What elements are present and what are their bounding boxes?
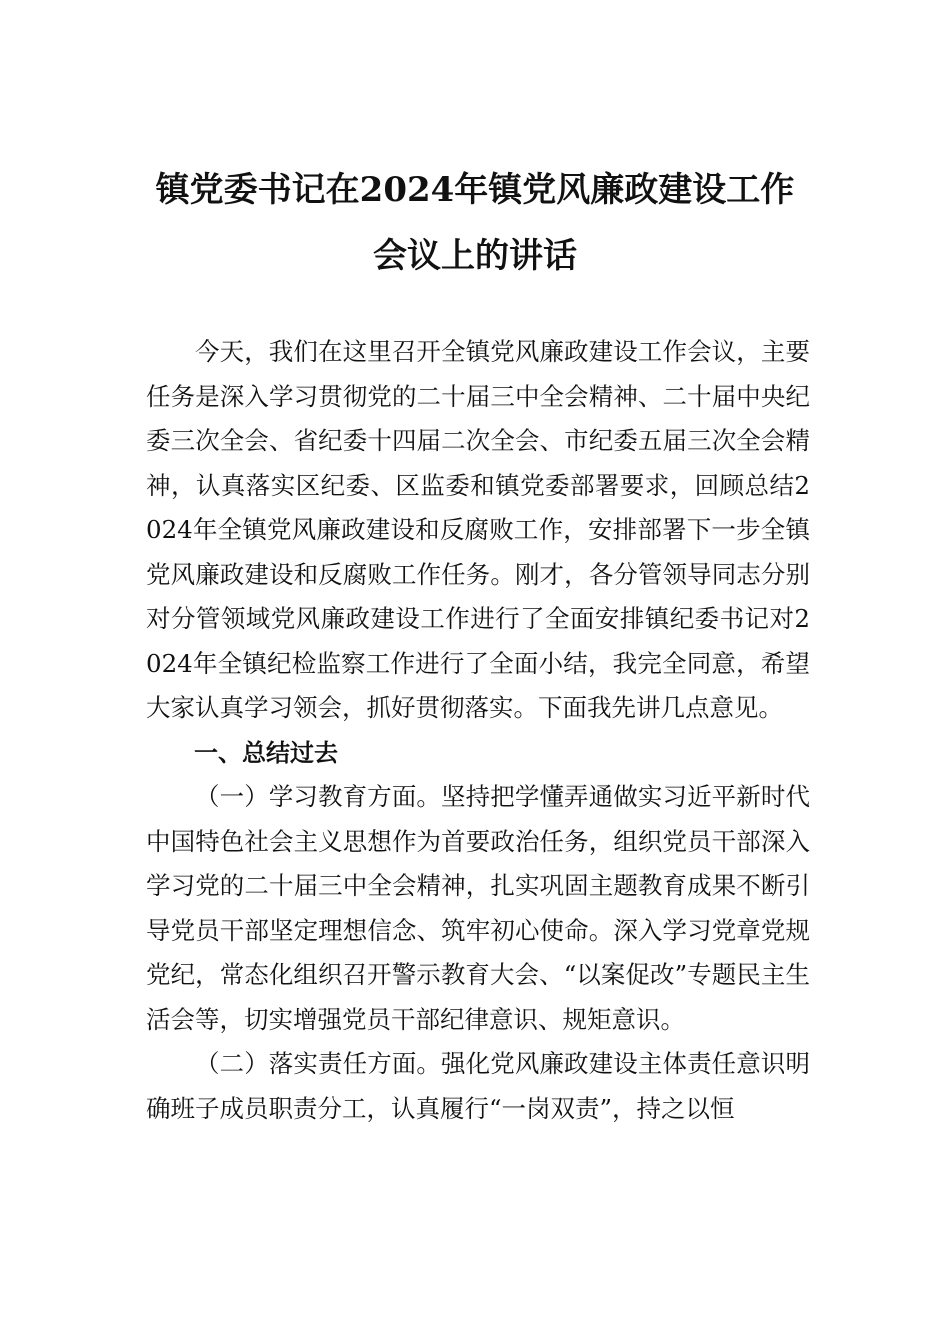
section-paragraph-2: （二）落实责任方面。强化党风廉政建设主体责任意识明确班子成员职责分工，认真履行“一岗双责”，持之以恒 <box>146 1049 810 1123</box>
document-title-line-2: 会议上的讲话 <box>373 236 577 276</box>
document-title-line-1: 镇党委书记在2024年镇党风廉政建设工作 <box>155 170 795 210</box>
section-paragraph-1: （一）学习教育方面。坚持把学懂弄通做实习近平新时代中国特色社会主义思想作为首要政治任务，组织党员干部深入学习党的二十届三中全会精神，扎实巩固主题教育成果不断引导党员干部坚定理想信念、筑牢初心使命。深入学习党章党规党纪，常态化组织召开警示教育大会、“以案促改”专题民主生活会等，切实增强党员干部纪律意识、规矩意识。 <box>146 782 810 1034</box>
intro-paragraph: 今天，我们在这里召开全镇党风廉政建设工作会议，主要任务是深入学习贯彻党的二十届三中全会精神、二十届中央纪委三次全会、省纪委十四届二次全会、市纪委五届三次全会精神，认真落实区纪委、区监委和镇党委部署要求，回顾总结2024年全镇党风廉政建设和反腐败工作，安排部署下一步全镇党风廉政建设和反腐败工作任务。刚才，各分管领导同志分别对分管领域党风廉政建设工作进行了全面安排镇纪委书记对2024年全镇纪检监察工作进行了全面小结，我完全同意，希望大家认真学习领会，抓好贯彻落实。下面我先讲几点意见。 <box>146 337 810 722</box>
document-body <box>146 330 810 1131</box>
section-heading: 一、总结过去 <box>194 738 338 767</box>
